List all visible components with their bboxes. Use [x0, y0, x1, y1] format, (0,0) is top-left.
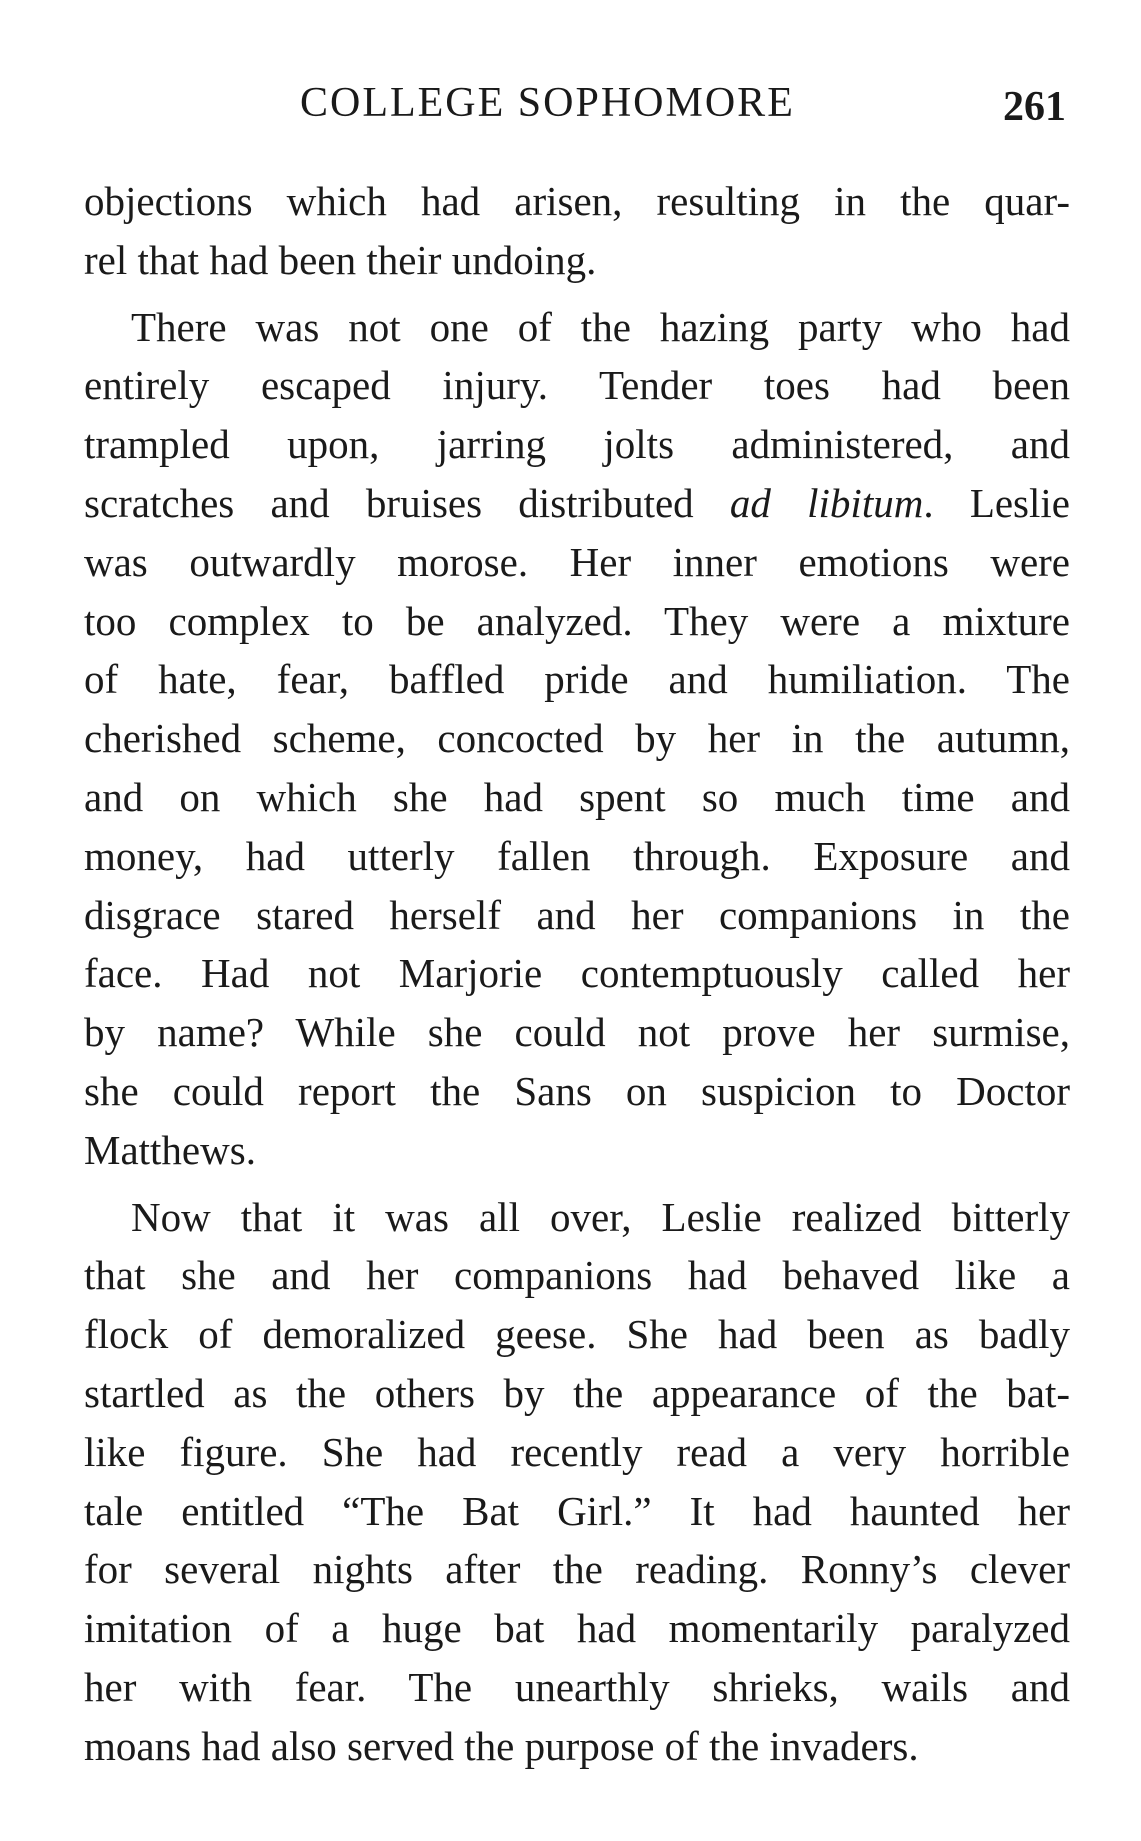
text-line: and on which she had spent so much time and [84, 773, 1070, 820]
text-line: too complex to be analyzed. They were a mixture [84, 597, 1070, 644]
text-line: imitation of a huge bat had momentarily paralyzed [84, 1605, 1070, 1652]
text-line: trampled upon, jarring jolts administered, and [84, 421, 1070, 468]
italic-phrase: ad libitum [729, 479, 924, 526]
text-line: objections which had arisen, resulting in the quar- [84, 178, 1070, 224]
text-line: flock of demoralized geese. She had been as badly [84, 1311, 1070, 1358]
text-line: that she and her companions had behaved like a [84, 1252, 1070, 1299]
text-span: scratches and bruises distributed ad libitum. Leslie [84, 479, 1070, 526]
text-line: entirely escaped injury. Tender toes had been [84, 362, 1070, 409]
paragraph-2 [84, 298, 1070, 1180]
text-line: cherished scheme, concocted by her in the autumn, [84, 715, 1070, 762]
text-line: her with fear. The unearthly shrieks, wails and [84, 1663, 1070, 1710]
text-line-with-italic [84, 474, 1070, 533]
text-line: like figure. She had recently read a very horrible [84, 1428, 1070, 1475]
body-text [84, 172, 1070, 1776]
text-line: Now that it was all over, Leslie realized bitterly [131, 1193, 1070, 1240]
text-line: she could report the Sans on suspicion to Doctor [84, 1067, 1070, 1114]
paragraph-1 [84, 172, 1070, 290]
text-line: startled as the others by the appearance of the bat- [84, 1369, 1070, 1416]
text-line: Matthews. [84, 1126, 256, 1173]
running-head: COLLEGE SOPHOMORE [300, 80, 795, 126]
text-line: was outwardly morose. Her inner emotions were [84, 538, 1070, 585]
text-line: face. Had not Marjorie contemptuously called her [84, 950, 1070, 997]
text-line: money, had utterly fallen through. Exposure and [84, 832, 1070, 879]
text-line: There was not one of the hazing party who had [131, 303, 1070, 350]
text-line: by name? While she could not prove her surmise, [84, 1009, 1070, 1056]
text-line: disgrace stared herself and her companions in the [84, 891, 1070, 938]
text-line: for several nights after the reading. Ronny’s clever [84, 1546, 1070, 1593]
text-line: of hate, fear, baffled pride and humiliation. The [84, 656, 1070, 703]
text-line: tale entitled “The Bat Girl.” It had haunted her [84, 1487, 1070, 1534]
text-line: moans had also served the purpose of the invaders. [84, 1722, 919, 1769]
paragraph-3 [84, 1188, 1070, 1776]
text-line: rel that had been their undoing. [84, 236, 597, 283]
page-number: 261 [1003, 84, 1066, 130]
